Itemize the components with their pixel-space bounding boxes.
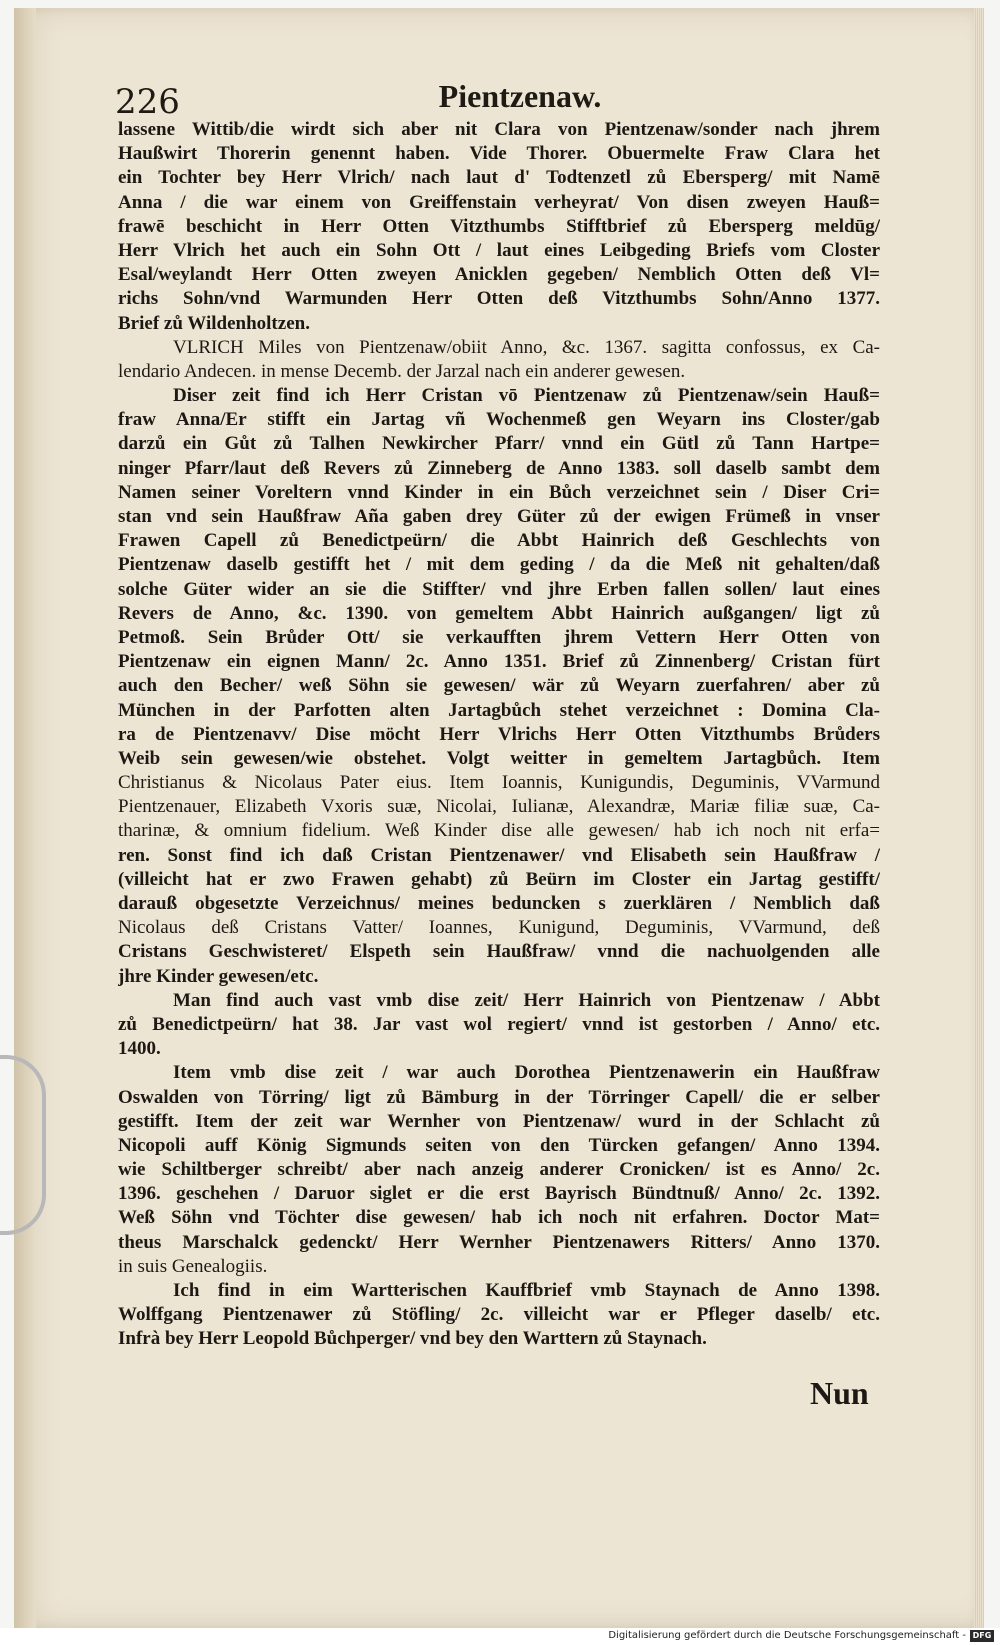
- text-line: zů Benedictpeürn/ hat 38. Jar vast wol regiert/ vnnd ist gestorben / Anno/ etc.: [118, 1013, 880, 1035]
- footer-credit: Digitalisierung gefördert durch die Deutsche Forschungsgemeinschaft -: [608, 1630, 966, 1641]
- text-line: Pientzenauer, Elizabeth Vxoris suæ, Nicolai, Iulianæ, Alexandræ, Mariæ filiæ suæ, Ca-: [118, 796, 880, 818]
- text-line: Weib sein gewesen/wie obstehet. Volgt weitter in gemeltem Jartagbůch. Item: [118, 747, 880, 769]
- text-line: (villeicht hat er zwo Frawen gehabt) zů Beürn im Closter ein Jartag gestifft/: [118, 868, 880, 890]
- text-line: Brief zů Wildenholtzen.: [118, 312, 310, 334]
- text-line: Infrà bey Herr Leopold Bůchperger/ vnd bey den Warttern zů Staynach.: [118, 1328, 707, 1350]
- text-line: Diser zeit find ich Herr Cristan vō Pientzenaw zů Pientzenaw/sein Hauß=: [173, 385, 880, 407]
- text-line: frawē beschicht in Herr Otten Vitzthumbs Stifftbrief zů Ebersperg meldūg/: [118, 215, 880, 237]
- text-line: München in der Parfotten alten Jartagbůch stehet verzeichnet : Domina Cla-: [118, 699, 880, 721]
- text-line: Namen seiner Voreltern vnnd Kinder in ein Bůch verzeichnet sein / Diser Cri=: [118, 481, 880, 503]
- text-line: 1396. geschehen / Daruor siglet er die erst Bayrisch Bündtnuß/ Anno/ 2c. 1392.: [118, 1183, 880, 1205]
- running-head: Pientzenaw.: [438, 78, 602, 114]
- catchword: Nun: [810, 1375, 869, 1411]
- binding-edge: [14, 8, 36, 1628]
- text-line: Wolffgang Pientzenawer zů Stöfling/ 2c. villeicht war er Pfleger daselb/ etc.: [118, 1304, 880, 1326]
- text-line: darauß obgesetzte Verzeichnus/ meines beduncken s zuerklären / Nemblich daß: [118, 893, 880, 914]
- text-line: Pientzenaw ein eignen Mann/ 2c. Anno 1351. Brief zů Zinnenberg/ Cristan fürt: [118, 651, 880, 673]
- text-line: ein Tochter bey Herr Vlrich/ nach laut d' Todtenzetl zů Ebersperg/ mit Namē: [118, 167, 880, 189]
- text-line: Ich find in eim Wartterischen Kauffbrief vmb Staynach de Anno 1398.: [173, 1280, 880, 1301]
- text-line: Esal/weylandt Herr Otten zweyen Anicklen gegeben/ Nemblich Otten deß Vl=: [118, 264, 880, 286]
- text-line: Frawen Capell zů Benedictpeürn/ die Abbt Hainrich deß Geschlechts von: [118, 530, 880, 552]
- text-line: Weß Söhn vnd Töchter dise gewesen/ hab ich noch nit erfahren. Doctor Mat=: [118, 1207, 880, 1229]
- text-line: VLRICH Miles von Pientzenaw/obiit Anno, &c. 1367. sagitta confossus, ex Ca-: [173, 336, 880, 358]
- text-line: theus Marschalck gedenckt/ Herr Wernher Pientzenawers Ritters/ Anno 1370.: [118, 1231, 880, 1253]
- text-line: Christianus & Nicolaus Pater eius. Item Ioannis, Kunigundis, Deguminis, VVarmund: [118, 772, 880, 794]
- text-line: richs Sohn/vnd Warmunden Herr Otten deß Vitzthumbs Sohn/Anno 1377.: [118, 288, 880, 310]
- text-line: Petmoß. Sein Brůder Ott/ sie verkaufften jhrem Vettern Herr Otten von: [118, 626, 880, 648]
- text-line: Item vmb dise zeit / war auch Dorothea Pientzenawerin ein Haußfraw: [173, 1062, 880, 1084]
- text-line: Anna / die war einem von Greiffenstain verheyrat/ Von disen zweyen Hauß=: [118, 191, 880, 213]
- text-line: fraw Anna/Er stifft ein Jartag vñ Wochenmeß gen Weyarn ins Closter/gab: [118, 409, 880, 431]
- page-fore-edge: [974, 8, 984, 1628]
- text-line: darzů ein Gůt zů Talhen Newkircher Pfarr/ vnnd ein Gütl zů Tann Hartpe=: [118, 433, 880, 455]
- text-line: Man find auch vast vmb dise zeit/ Herr Hainrich von Pientzenaw / Abbt: [173, 989, 880, 1011]
- text-line: lendario Andecen. in mense Decemb. der Jarzal nach ein anderer gewesen.: [118, 360, 686, 382]
- text-line: auch den Becher/ weß Söhn sie gewesen/ wär zů Weyarn zuerfahren/ aber zů: [118, 675, 880, 697]
- text-line: 1400.: [118, 1038, 161, 1060]
- text-line: ren. Sonst find ich daß Cristan Pientzenawer/ vnd Elisabeth sein Haußfraw /: [118, 844, 880, 866]
- text-line: stan vnd sein Haußfraw Aña gaben drey Güter zů der ewigen Frümeß in vnser: [118, 506, 880, 527]
- page-number: 226: [115, 82, 180, 122]
- text-line: ninger Pfarr/laut deß Revers zů Zinneberg de Anno 1383. soll daselb sambt dem: [118, 457, 880, 479]
- text-line: solche Güter wider an sie die Stiffter/ vnd jhre Erben fallen sollen/ laut eines: [118, 578, 880, 600]
- text-line: Revers de Anno, &c. 1390. von gemeltem Abbt Hainrich außgangen/ ligt zů: [118, 602, 880, 624]
- text-line: Pientzenaw daselb gestifft het / mit dem geding / da die Meß nit gehalten/daß: [118, 554, 880, 576]
- text-line: gestifft. Item der zeit war Wernher von Pientzenaw/ wurd in der Schlacht zů: [118, 1110, 880, 1132]
- text-line: ra de Pientzenavv/ Dise möcht Herr Vlrichs Herr Otten Vitzthumbs Brůders: [118, 723, 880, 745]
- body-text: [118, 118, 880, 1352]
- clasp-outline: [0, 1055, 46, 1235]
- text-line: jhre Kinder gewesen/etc.: [118, 965, 319, 987]
- text-line: Cristans Geschwisteret/ Elspeth sein Haußfraw/ vnnd die nachuolgenden alle: [118, 941, 880, 963]
- text-line: in suis Genealogiis.: [118, 1255, 268, 1277]
- text-line: wie Schiltberger schreibt/ aber nach anzeig anderer Cronicken/ ist es Anno/ 2c.: [118, 1159, 880, 1181]
- text-line: Herr Vlrich het auch ein Sohn Ott / laut eines Leibgeding Briefs vom Closter: [118, 239, 880, 261]
- text-line: lassene Wittib/die wirdt sich aber nit Clara von Pientzenaw/sonder nach jhrem: [118, 119, 880, 140]
- dfg-logo: DFG: [970, 1630, 994, 1642]
- text-line: Nicopoli auff König Sigmunds seiten von den Türcken gefangen/ Anno 1394.: [118, 1134, 880, 1156]
- text-line: Oswalden von Törring/ ligt zů Bämburg in der Törringer Capell/ die er selber: [118, 1086, 880, 1108]
- text-line: Haußwirt Thorerin genennt haben. Vide Thorer. Obuermelte Fraw Clara het: [118, 143, 880, 165]
- text-line: tharinæ, & omnium fidelium. Weß Kinder dise alle gewesen/ hab ich noch nit erfa=: [118, 820, 880, 842]
- text-line: Nicolaus deß Cristans Vatter/ Ioannes, Kunigund, Deguminis, VVarmund, deß: [118, 917, 880, 939]
